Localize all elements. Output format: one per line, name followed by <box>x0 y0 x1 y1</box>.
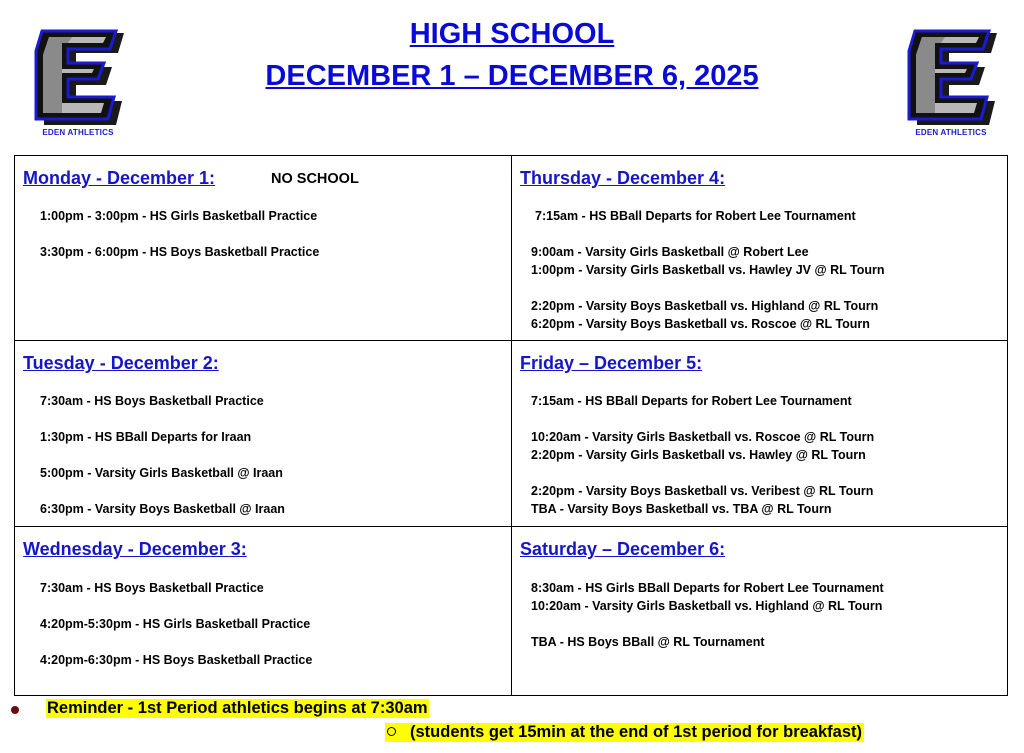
page-subtitle: DECEMBER 1 – DECEMBER 6, 2025 <box>265 60 759 92</box>
day-heading-tuesday: Tuesday - December 2: <box>23 353 219 373</box>
event-item: 8:30am - HS Girls BBall Departs for Robert Lee Tournament <box>531 581 884 595</box>
event-item: 10:20am - Varsity Girls Basketball vs. Highland @ RL Tourn <box>531 599 883 613</box>
e-logo-icon <box>905 27 997 127</box>
event-item: 4:20pm-6:30pm - HS Boys Basketball Practice <box>40 653 313 667</box>
reminder-note: Reminder - 1st Period athletics begins at 7:30am <box>47 699 428 717</box>
day-cell-wednesday <box>15 527 511 697</box>
page-title: HIGH SCHOOL <box>409 18 615 50</box>
breakfast-note <box>385 723 864 742</box>
hollow-bullet-icon <box>387 727 396 736</box>
schedule-grid <box>14 155 1008 696</box>
event-item: 2:20pm - Varsity Girls Basketball vs. Hawley @ RL Tourn <box>531 448 866 462</box>
event-item: 1:00pm - 3:00pm - HS Girls Basketball Practice <box>40 209 318 223</box>
event-item: 1:00pm - Varsity Girls Basketball vs. Hawley JV @ RL Tourn <box>531 263 885 277</box>
day-cell-saturday <box>512 527 1008 697</box>
day-cell-monday <box>15 156 511 340</box>
day-heading-thursday: Thursday - December 4: <box>520 168 726 188</box>
event-item: 9:00am - Varsity Girls Basketball @ Robert Lee <box>531 245 809 259</box>
event-item: 7:15am - HS BBall Departs for Robert Lee Tournament <box>535 209 856 223</box>
logo-caption: EDEN ATHLETICS <box>915 128 987 137</box>
day-heading-wednesday: Wednesday - December 3: <box>23 539 247 559</box>
event-item: 1:30pm - HS BBall Departs for Iraan <box>40 430 252 444</box>
e-logo-icon <box>32 27 124 127</box>
event-item: 7:30am - HS Boys Basketball Practice <box>40 394 264 408</box>
event-item: 3:30pm - 6:00pm - HS Boys Basketball Practice <box>40 245 320 259</box>
eden-athletics-logo-right <box>905 27 997 139</box>
event-item: TBA - HS Boys BBall @ RL Tournament <box>531 635 765 649</box>
day-cell-tuesday <box>15 341 511 526</box>
event-item: 4:20pm-5:30pm - HS Girls Basketball Practice <box>40 617 311 631</box>
event-item: TBA - Varsity Boys Basketball vs. TBA @ RL Tourn <box>531 502 832 516</box>
event-item: 2:20pm - Varsity Boys Basketball vs. Veribest @ RL Tourn <box>531 484 874 498</box>
event-item: 6:30pm - Varsity Boys Basketball @ Iraan <box>40 502 285 516</box>
day-heading-monday: Monday - December 1: <box>23 168 216 188</box>
event-item: 5:00pm - Varsity Girls Basketball @ Iraan <box>40 466 283 480</box>
logo-caption: EDEN ATHLETICS <box>42 128 114 137</box>
day-cell-thursday <box>512 156 1008 340</box>
event-item: 2:20pm - Varsity Boys Basketball vs. Highland @ RL Tourn <box>531 299 879 313</box>
event-item: 10:20am - Varsity Girls Basketball vs. Roscoe @ RL Tourn <box>531 430 875 444</box>
event-item: 6:20pm - Varsity Boys Basketball vs. Roscoe @ RL Tourn <box>531 317 870 331</box>
day-cell-friday <box>512 341 1008 526</box>
eden-athletics-logo-left <box>32 27 124 139</box>
bullet-icon <box>11 706 19 714</box>
day-heading-friday: Friday – December 5: <box>520 353 703 373</box>
event-item: 7:15am - HS BBall Departs for Robert Lee Tournament <box>531 394 852 408</box>
event-item: 7:30am - HS Boys Basketball Practice <box>40 581 264 595</box>
breakfast-note-text: (students get 15min at the end of 1st period for breakfast) <box>410 723 862 741</box>
day-heading-saturday: Saturday – December 6: <box>520 539 726 559</box>
no-school-note: NO SCHOOL <box>271 171 359 187</box>
